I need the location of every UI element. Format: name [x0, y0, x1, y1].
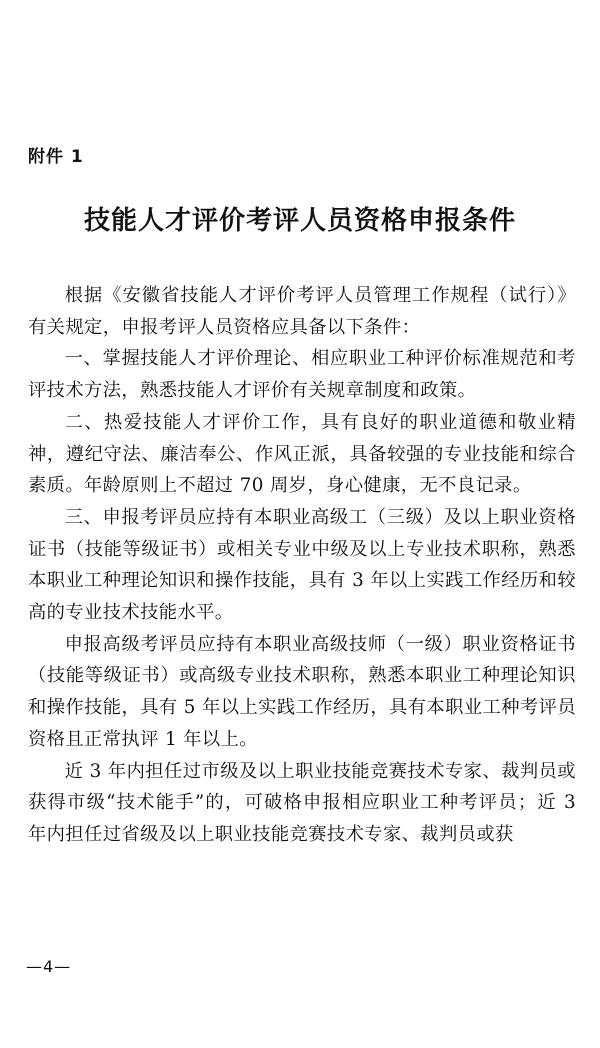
page-number: —4— — [26, 957, 72, 976]
attachment-label: 附件 1 — [28, 147, 84, 167]
paragraph-condition-3: 三、申报考评员应持有本职业高级工（三级）及以上职业资格证书（技能等级证书）或相关专业中级及以上专业技术职称，熟悉本职业工种理论知识和操作技能，具有 3 年以上实践工作经历和较高的专业技术技能水平。 — [28, 506, 576, 624]
paragraph-condition-1: 一、掌握技能人才评价理论、相应职业工种评价标准规范和考评技术方法，熟悉技能人才评价有关规章制度和政策。 — [28, 348, 576, 402]
document-body — [28, 280, 576, 851]
paragraph-intro: 根据《安徽省技能人才评价考评人员管理工作规程（试行）》有关规定，申报考评人员资格应具备以下条件： — [28, 285, 576, 338]
document-title: 技能人才评价考评人员资格申报条件 — [83, 206, 516, 236]
paragraph-exception: 近 3 年内担任过市级及以上职业技能竞赛技术专家、裁判员或获得市级“技术能手”的，可破格申报相应职业工种考评员；近 3 年内担任过省级及以上职业技能竞赛技术专家、裁判员或获 — [28, 760, 576, 845]
paragraph-condition-2: 二、热爱技能人才评价工作，具有良好的职业道德和敬业精神，遵纪守法、廉洁奉公、作风正派，具备较强的专业技能和综合素质。年龄原则上不超过 70 周岁，身心健康，无不良记录。 — [28, 411, 576, 497]
paragraph-senior-examiner: 申报高级考评员应持有本职业高级技师（一级）职业资格证书（技能等级证书）或高级专业技术职称，熟悉本职业工种理论知识和操作技能，具有 5 年以上实践工作经历，具有本职业工种考评员资格且正常执评 1 年以上。 — [28, 633, 576, 750]
